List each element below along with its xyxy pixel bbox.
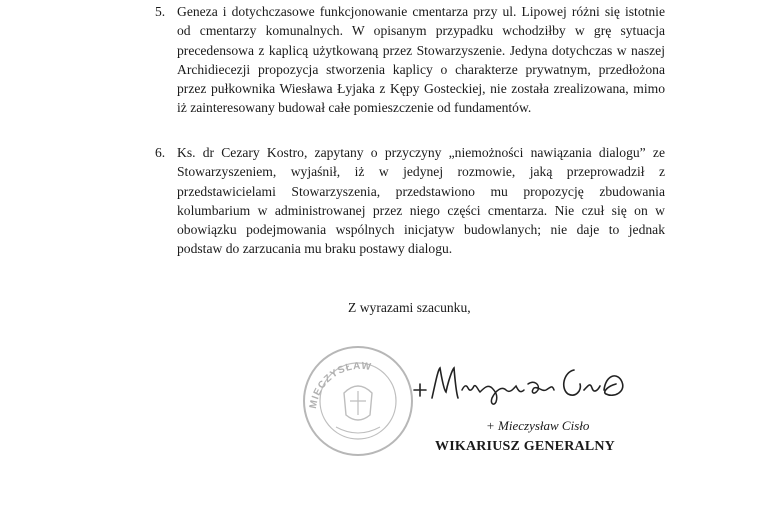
item-text: Geneza i dotychczasowe funkcjonowanie cmentarza przy ul. Lipowej różni się istotnie od cmentarzy komunalnych. W opisanym przypadku wchodziłby w grę sytuacja precedensowa z kaplicą użytkowaną przez Stowarzyszenie. Jedyna dotychczas w naszej Archidiecezji propozycja stworzenia kaplicy o charakterze prywatnym, przedłożona przez pułkownika Wiesława Łyjaka z Kępy Gosteckiej, nie została zrealizowana, mimo iż zainteresowany budował całe pomieszczenie od fundamentów. [177, 4, 665, 116]
official-seal-stamp [300, 343, 416, 459]
item-number: 5. [155, 4, 166, 19]
signatory-name: + Mieczysław Cisło [486, 418, 590, 433]
signatory-title: WIKARIUSZ GENERALNY [435, 439, 615, 454]
handwritten-signature [408, 360, 634, 406]
item-number: 6. [155, 145, 166, 160]
item-text: Ks. dr Cezary Kostro, zapytany o przyczyny „niemożności nawiązania dialogu” ze Stowarzyszeniem, wyjaśnił, iż w jedynej rozmowie, jaką przeprowadził z przedstawicielami Stowarzyszenia, przedstawiono mu propozycję zbudowania kolumbarium w administrowanej przez niego części cmentarza. Nie czuł się on w obowiązku podejmowania wspólnych inicjatyw budowlanych; nie daje to jednak podstaw do zarzucania mu braku postawy dialogu. [177, 145, 665, 257]
svg-text:MIECZYSŁAW: MIECZYSŁAW [307, 360, 373, 410]
list-item [155, 143, 665, 259]
closing-salutation: Z wyrazami szacunku, [348, 300, 471, 315]
list-item [155, 2, 665, 118]
